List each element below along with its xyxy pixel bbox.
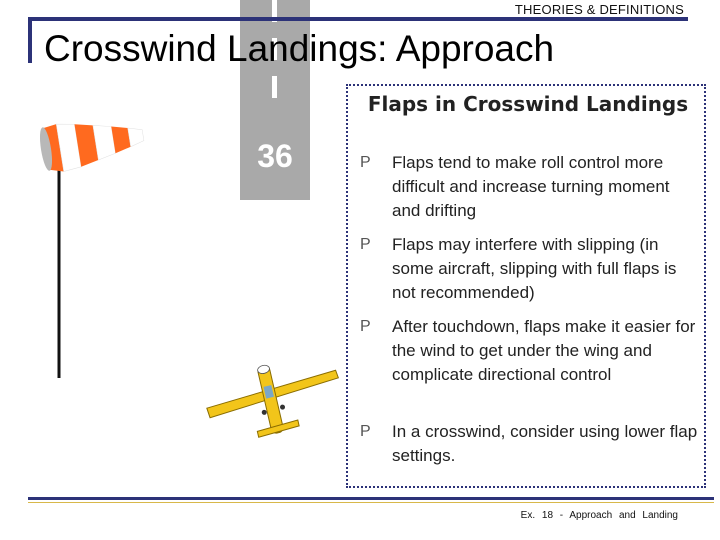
airplane-icon	[198, 355, 348, 445]
bullet-text: Flaps tend to make roll control more difficult and increase turning moment and drifting	[392, 153, 670, 220]
runway-centerline-dash	[272, 76, 277, 98]
runway-number: 36	[257, 138, 293, 174]
footer-caption: Ex. 18 - Approach and Landing	[520, 510, 678, 521]
bullet-text: In a crosswind, consider using lower flap settings.	[392, 422, 698, 465]
page-title: Crosswind Landings: Approach	[44, 28, 555, 69]
top-rule	[28, 17, 688, 21]
bullet-icon: P	[360, 423, 371, 440]
left-accent-rule	[28, 17, 32, 63]
bullet-icon: P	[360, 236, 371, 253]
section-label: THEORIES & DEFINITIONS	[514, 2, 684, 17]
panel-title: Flaps in Crosswind Landings	[367, 92, 689, 116]
flaps-panel	[346, 84, 706, 488]
bottom-rule	[28, 497, 714, 500]
windsock-icon	[40, 118, 160, 380]
bullet-icon: P	[360, 318, 371, 335]
bullet-icon: P	[360, 154, 371, 171]
bullet-text: After touchdown, flaps make it easier for the wind to get under the wing and complicate directional control	[392, 317, 696, 384]
bullet-text: Flaps may interfere with slipping (in some aircraft, slipping with full flaps is not recommended)	[392, 235, 677, 302]
bottom-rule-accent	[28, 502, 714, 503]
